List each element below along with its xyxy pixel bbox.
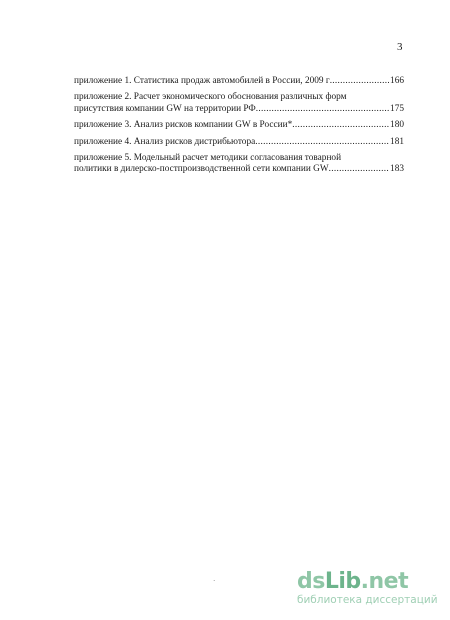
page-number: 3 <box>397 41 403 53</box>
toc-page-number: 180 <box>390 120 404 131</box>
toc-page-number: 181 <box>390 136 404 147</box>
toc-page-number: 175 <box>390 103 404 114</box>
toc-entry-text: приложение 5. Модельный расчет методики согласования товарной <box>74 153 342 164</box>
toc-leader-dots <box>255 137 389 148</box>
toc-entry-text: приложение 4. Анализ рисков дистрибьютора <box>74 136 256 147</box>
toc-leader-dots <box>292 120 389 131</box>
toc-line <box>74 92 404 103</box>
toc-entry-text: политики в дилерско-постпроизводственной сети компании GW <box>74 164 329 175</box>
toc-page-number: 183 <box>390 164 404 175</box>
toc-line <box>74 137 404 148</box>
watermark-subtitle: библиотека диссертаций <box>297 594 438 606</box>
toc-leader-dots <box>330 76 389 87</box>
watermark-logo-ds: ds <box>297 569 325 594</box>
toc-entry-text: приложение 1. Статистика продаж автомобилей в России, 2009 г <box>74 76 330 86</box>
toc-page-number: 166 <box>390 76 404 86</box>
toc-entry-text: присутствия компании GW на территории РФ <box>74 103 256 114</box>
toc-entry-appendix-2[interactable] <box>74 92 404 115</box>
toc-line <box>74 120 404 131</box>
toc-entry-appendix-3[interactable] <box>74 120 404 131</box>
toc-line <box>74 76 404 87</box>
toc-leader-dots <box>256 104 389 115</box>
watermark-logo <box>297 570 447 594</box>
toc-leader-dots <box>329 164 389 175</box>
toc-line <box>74 153 404 164</box>
toc-entry-text: приложение 3. Анализ рисков компании GW в России* <box>74 120 293 131</box>
toc-entry-appendix-5[interactable] <box>74 153 404 176</box>
toc-line <box>74 164 404 175</box>
dslib-watermark[interactable] <box>297 570 447 606</box>
scan-artifact-mark: · <box>213 577 216 585</box>
watermark-logo-lib: Lib <box>324 569 361 594</box>
watermark-logo-net: .net <box>360 569 409 594</box>
toc-entry-text: приложение 2. Расчет экономического обоснования различных форм <box>74 92 347 103</box>
toc-entry-appendix-1[interactable] <box>74 76 404 87</box>
table-of-contents <box>74 76 404 181</box>
toc-line <box>74 104 404 115</box>
toc-entry-appendix-4[interactable] <box>74 137 404 148</box>
